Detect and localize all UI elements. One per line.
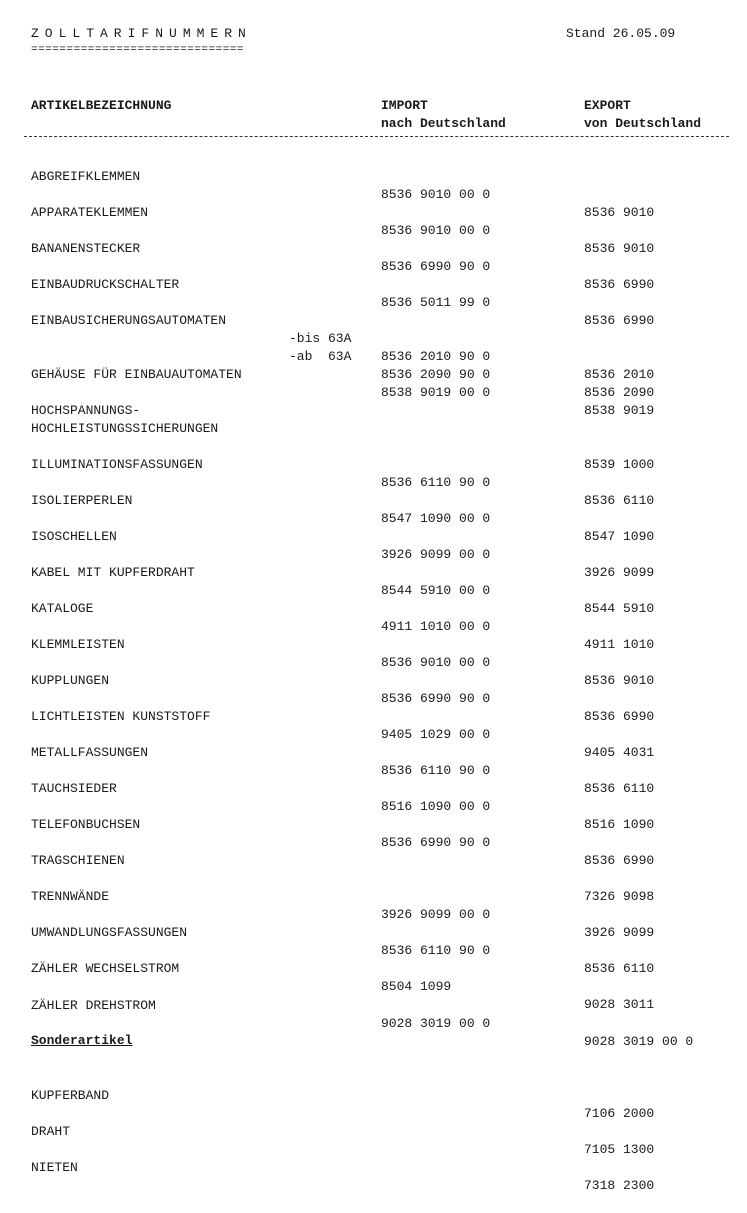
import-code: 8536 6110 90 0 (381, 475, 491, 490)
import-code: 8536 6110 90 0 (381, 943, 491, 958)
export-code: 9405 4031 (584, 745, 655, 760)
column-header-import-sub: nach Deutschland (381, 116, 506, 131)
header-divider (24, 136, 729, 137)
article-name: TRAGSCHIENEN (31, 853, 125, 868)
article-name: GEHÄUSE FÜR EINBAUAUTOMATEN (31, 367, 242, 382)
export-code: 7105 1300 (584, 1142, 655, 1157)
import-code: 8536 5011 99 0 (381, 295, 491, 310)
export-code: 8536 6990 (584, 277, 655, 292)
export-code: 8536 2010 (584, 367, 655, 382)
article-name: KABEL MIT KUPFERDRAHT (31, 565, 195, 580)
export-code: 7106 2000 (584, 1106, 655, 1121)
article-name: KATALOGE (31, 601, 94, 616)
export-code: 8536 6110 (584, 961, 655, 976)
special-section-title: Sonderartikel (31, 1033, 133, 1048)
import-code: 8536 6990 90 0 (381, 259, 491, 274)
variant-label: -bis 63A (289, 331, 352, 346)
export-code: 8516 1090 (584, 817, 655, 832)
table-row (0, 1069, 747, 1121)
import-code: 8536 2010 90 0 (381, 349, 491, 364)
column-header-import: IMPORT (381, 98, 428, 113)
import-code: 3926 9099 00 0 (381, 907, 491, 922)
import-code: 9405 1029 00 0 (381, 727, 491, 742)
import-code: 8536 6990 90 0 (381, 691, 491, 706)
article-name: DRAHT (31, 1124, 71, 1139)
table-row (0, 1105, 747, 1157)
export-code: 8536 9010 (584, 205, 655, 220)
import-code: 8536 9010 00 0 (381, 187, 491, 202)
import-code: 3926 9099 00 0 (381, 547, 491, 562)
export-code: 8539 1000 (584, 457, 655, 472)
import-code: 8538 9019 00 0 (381, 385, 491, 400)
table-row (0, 1141, 747, 1193)
export-code: 8536 6110 (584, 493, 655, 508)
article-name: TRENNWÄNDE (31, 889, 110, 904)
article-name: NIETEN (31, 1160, 78, 1175)
export-code: 8536 6990 (584, 313, 655, 328)
column-header-export-sub: von Deutschland (584, 116, 702, 131)
import-code: 8536 2090 90 0 (381, 367, 491, 382)
article-name: TAUCHSIEDER (31, 781, 117, 796)
column-header-export: EXPORT (584, 98, 631, 113)
article-name: KLEMMLEISTEN (31, 637, 125, 652)
export-code: 8536 6110 (584, 781, 655, 796)
export-code: 9028 3011 (584, 997, 655, 1012)
article-name: APPARATEKLEMMEN (31, 205, 149, 220)
import-code: 8547 1090 00 0 (381, 511, 491, 526)
article-name: EINBAUSICHERUNGSAUTOMATEN (31, 313, 227, 328)
stand-date: Stand 26.05.09 (566, 26, 676, 41)
export-code: 8544 5910 (584, 601, 655, 616)
article-name: KUPPLUNGEN (31, 673, 110, 688)
import-code: 8536 6110 90 0 (381, 763, 491, 778)
import-code: 8536 6990 90 0 (381, 835, 491, 850)
export-code: 8536 2090 (584, 385, 655, 400)
article-name: ZÄHLER WECHSELSTROM (31, 961, 180, 976)
import-code: 8504 1099 (381, 979, 452, 994)
export-code: 8536 9010 (584, 673, 655, 688)
article-name: UMWANDLUNGSFASSUNGEN (31, 925, 188, 940)
export-code: 8536 6990 (584, 853, 655, 868)
import-code: 9028 3019 00 0 (381, 1016, 491, 1031)
article-name: ISOSCHELLEN (31, 529, 117, 544)
export-code: 9028 3019 00 0 (584, 1034, 694, 1049)
import-code: 8516 1090 00 0 (381, 799, 491, 814)
import-code: 8544 5910 00 0 (381, 583, 491, 598)
import-code: 8536 9010 00 0 (381, 223, 491, 238)
import-code: 4911 1010 00 0 (381, 619, 491, 634)
export-code: 7318 2300 (584, 1178, 655, 1193)
article-name: ISOLIERPERLEN (31, 493, 133, 508)
export-code: 8547 1090 (584, 529, 655, 544)
article-name: LICHTLEISTEN KUNSTSTOFF (31, 709, 211, 724)
column-header-article: ARTIKELBEZEICHNUNG (31, 98, 172, 113)
article-name: ZÄHLER DREHSTROM (31, 998, 156, 1013)
article-name: ABGREIFKLEMMEN (31, 169, 141, 184)
export-code: 3926 9099 (584, 925, 655, 940)
export-code: 4911 1010 (584, 637, 655, 652)
title-underline: ============================== (31, 44, 245, 56)
export-code: 8536 6990 (584, 709, 655, 724)
article-name: TELEFONBUCHSEN (31, 817, 141, 832)
article-name: METALLFASSUNGEN (31, 745, 149, 760)
article-name: EINBAUDRUCKSCHALTER (31, 277, 180, 292)
document-title: ZOLLTARIFNUMMERN (31, 26, 252, 41)
article-name: ILLUMINATIONSFASSUNGEN (31, 457, 203, 472)
export-code: 8538 9019 (584, 403, 655, 418)
article-name: HOCHSPANNUNGS- (31, 403, 141, 418)
article-name: BANANENSTECKER (31, 241, 141, 256)
export-code: 7326 9098 (584, 889, 655, 904)
import-code: 8536 9010 00 0 (381, 655, 491, 670)
export-code: 8536 9010 (584, 241, 655, 256)
variant-label: -ab 63A (289, 349, 352, 364)
article-name: KUPFERBAND (31, 1088, 110, 1103)
export-code: 3926 9099 (584, 565, 655, 580)
article-name: HOCHLEISTUNGSSICHERUNGEN (31, 421, 219, 436)
